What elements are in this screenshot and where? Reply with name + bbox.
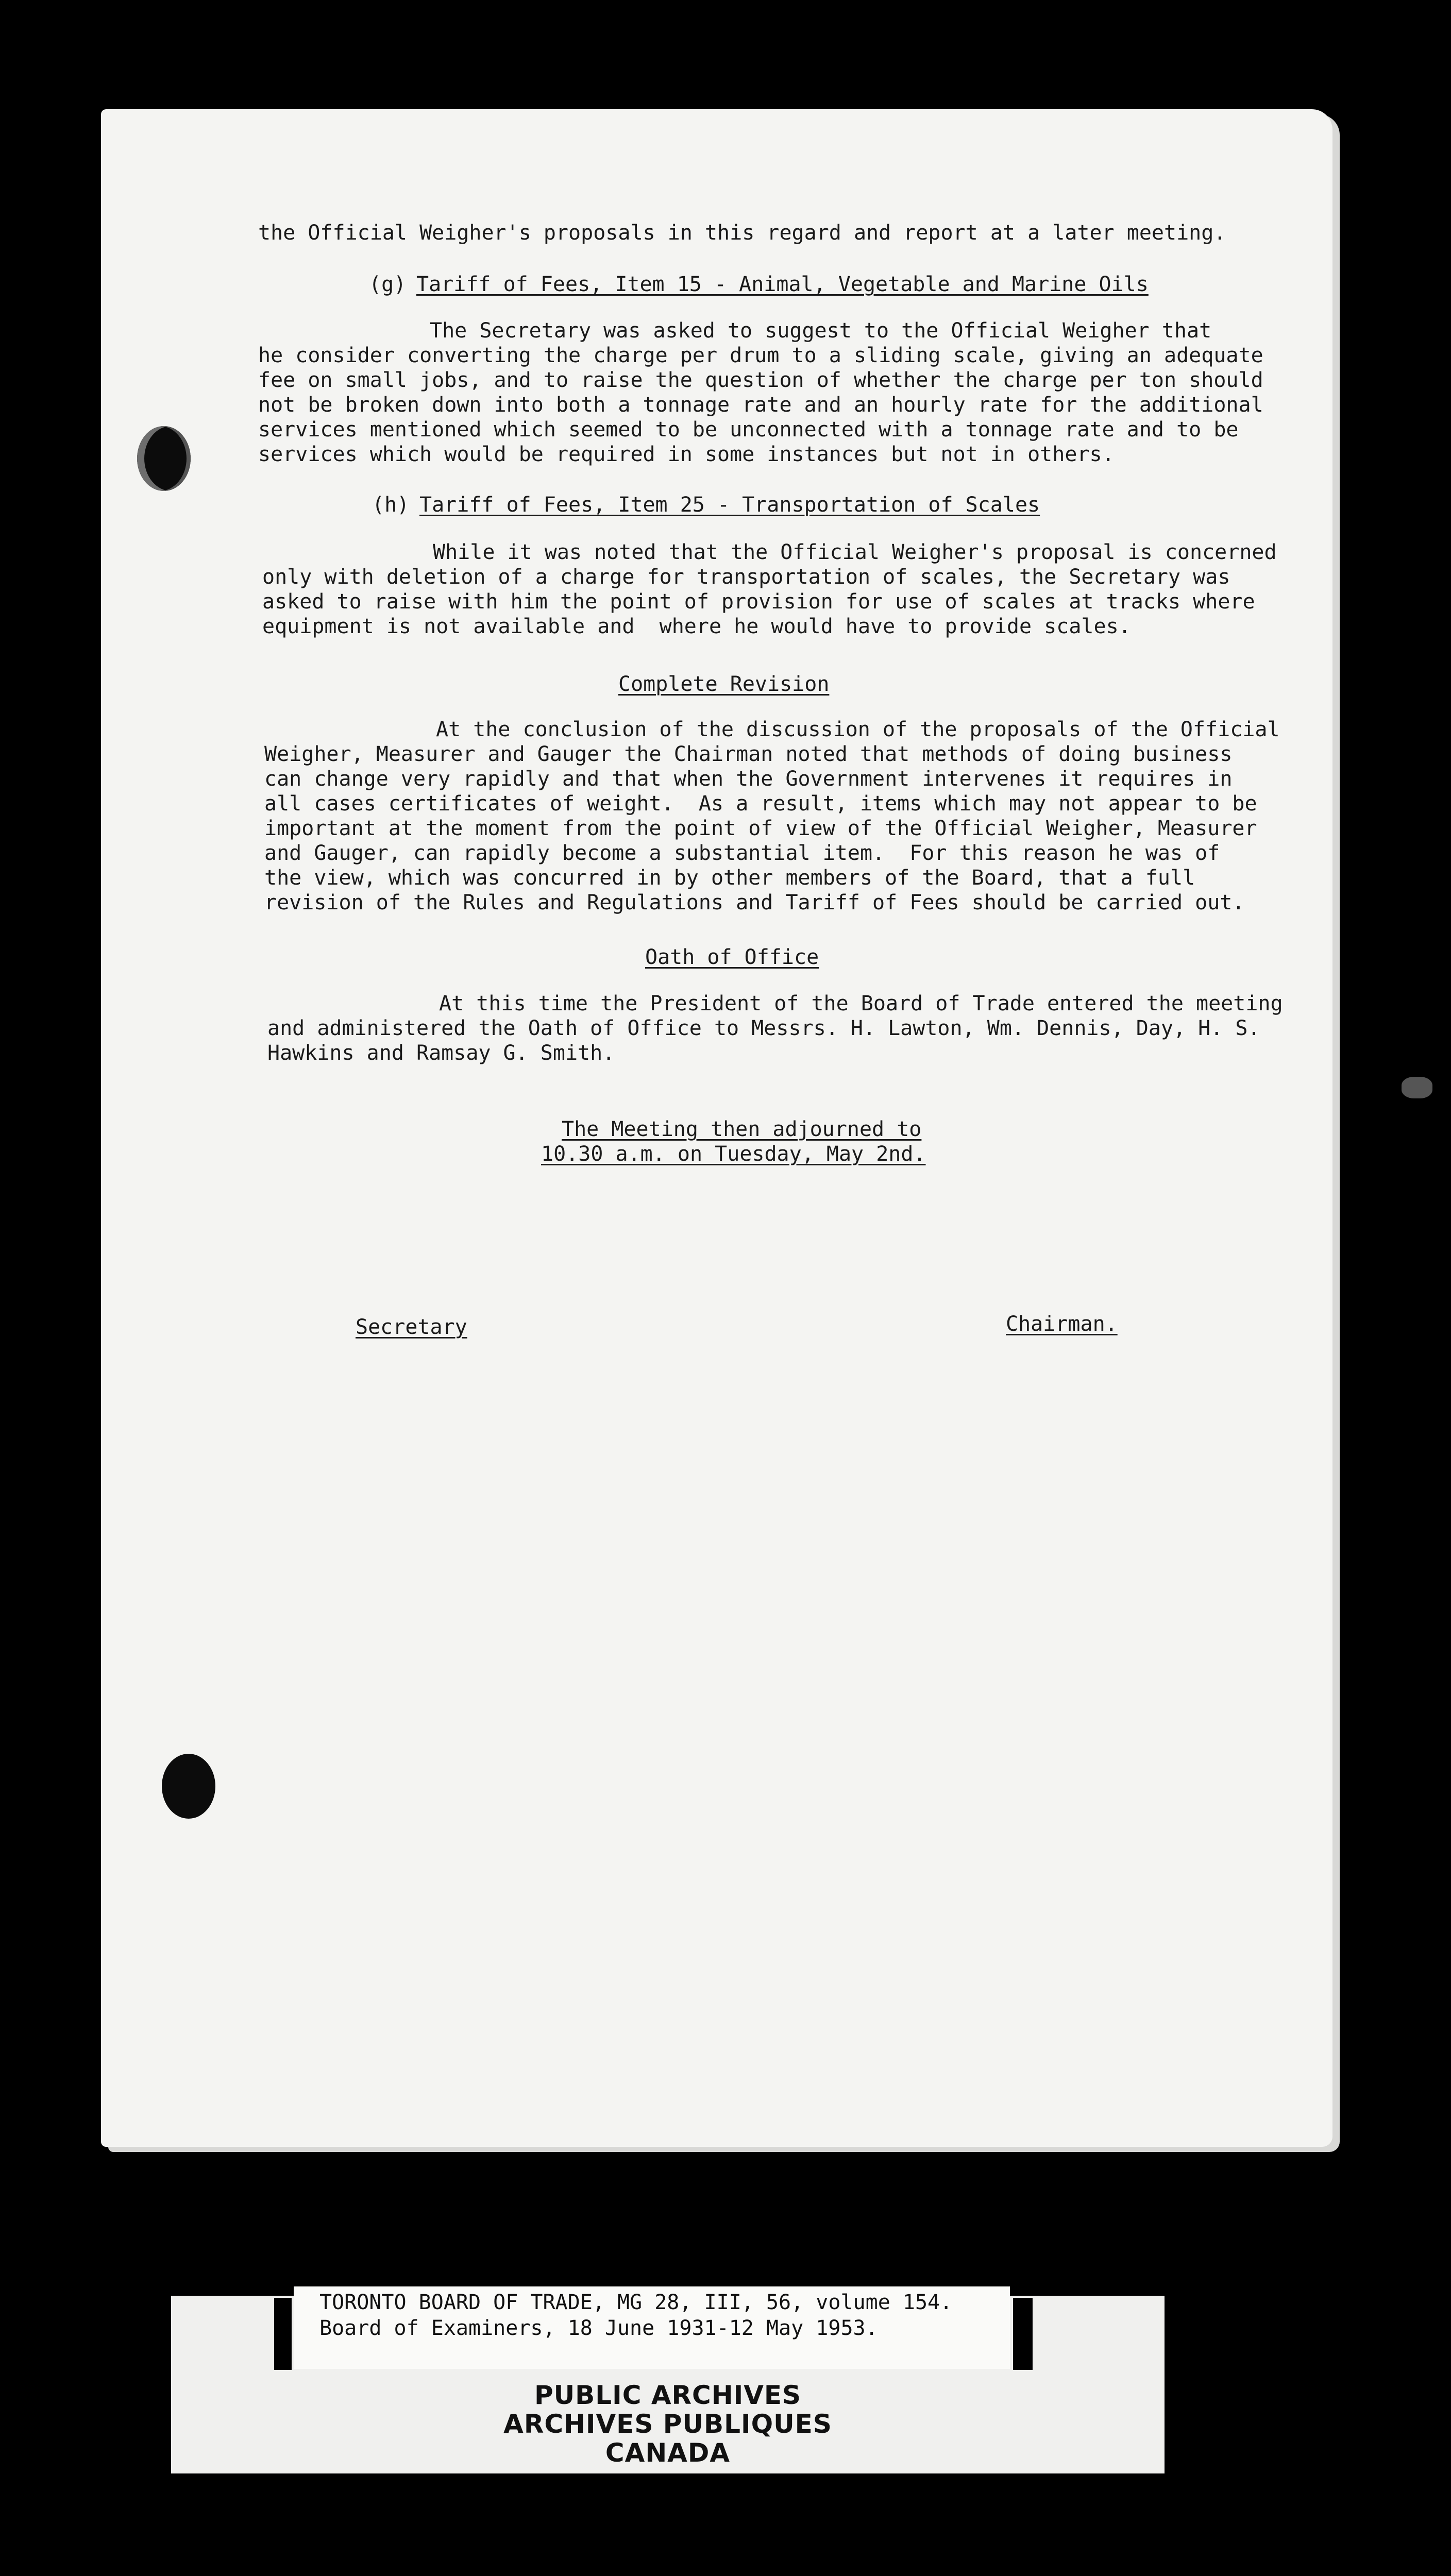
section-g-marker: (g): [369, 273, 407, 296]
adjournment-line-2: 10.30 a.m. on Tuesday, May 2nd.: [541, 1142, 926, 1166]
document-page: [101, 109, 1332, 2147]
section-g-line: services mentioned which seemed to be unconnected with a tonnage rate and to be: [258, 418, 1239, 442]
section-g-line: not be broken down into both a tonnage rate and an hourly rate for the additional: [258, 393, 1263, 417]
archives-stamp-line-3: CANADA: [605, 2438, 731, 2468]
section-h-marker: (h): [372, 493, 410, 517]
archives-stamp-line-1: PUBLIC ARCHIVES: [534, 2380, 802, 2410]
label-slot-right: [1013, 2298, 1033, 2370]
archive-reference-line-1: TORONTO BOARD OF TRADE, MG 28, III, 56, volume 154.: [319, 2291, 953, 2314]
archives-stamp-line-2: ARCHIVES PUBLIQUES: [503, 2409, 832, 2439]
complete-revision-line: important at the moment from the point of view of the Official Weigher, Measurer: [264, 817, 1257, 840]
section-h-line: While it was noted that the Official Weigher's proposal is concerned: [433, 540, 1277, 564]
oath-of-office-line: At this time the President of the Board of Trade entered the meeting: [439, 992, 1283, 1015]
complete-revision-line: the view, which was concurred in by other members of the Board, that a full: [264, 866, 1195, 890]
complete-revision-line: all cases certificates of weight. As a result, items which may not appear to be: [264, 792, 1257, 816]
oath-of-office-line: and administered the Oath of Office to Messrs. H. Lawton, Wm. Dennis, Day, H. S.: [267, 1016, 1260, 1040]
section-h-line: only with deletion of a charge for transportation of scales, the Secretary was: [262, 565, 1230, 589]
complete-revision-line: At the conclusion of the discussion of the proposals of the Official: [436, 718, 1280, 741]
oath-of-office-heading: Oath of Office: [645, 945, 819, 969]
oath-of-office-line: Hawkins and Ramsay G. Smith.: [267, 1041, 615, 1065]
continuation-line: the Official Weigher's proposals in this regard and report at a later meeting.: [258, 221, 1226, 245]
section-h-line: asked to raise with him the point of provision for use of scales at tracks where: [262, 590, 1255, 614]
section-g-line: services which would be required in some instances but not in others.: [258, 443, 1115, 466]
section-g-line: The Secretary was asked to suggest to the Official Weigher that: [430, 319, 1212, 343]
label-slot-left: [274, 2298, 292, 2370]
section-g-heading: Tariff of Fees, Item 15 - Animal, Vegetable and Marine Oils: [416, 273, 1149, 296]
adjournment-line-1: The Meeting then adjourned to: [562, 1117, 922, 1141]
chairman-signature-label: Chairman.: [1006, 1312, 1118, 1336]
section-h-heading: Tariff of Fees, Item 25 - Transportation of Scales: [419, 493, 1040, 517]
complete-revision-line: revision of the Rules and Regulations and Tariff of Fees should be carried out.: [264, 891, 1245, 914]
complete-revision-line: Weigher, Measurer and Gauger the Chairman noted that methods of doing business: [264, 742, 1233, 766]
complete-revision-line: and Gauger, can rapidly become a substantial item. For this reason he was of: [264, 841, 1220, 865]
archive-reference-line-2: Board of Examiners, 18 June 1931-12 May 1953.: [319, 2316, 878, 2340]
secretary-signature-label: Secretary: [356, 1315, 467, 1339]
film-speck: [1402, 1077, 1432, 1098]
complete-revision-heading: Complete Revision: [618, 672, 830, 696]
complete-revision-line: can change very rapidly and that when the Government intervenes it requires in: [264, 767, 1233, 791]
section-g-line: he consider converting the charge per drum to a sliding scale, giving an adequate: [258, 344, 1263, 367]
section-h-line: equipment is not available and where he would have to provide scales.: [262, 615, 1131, 638]
section-g-line: fee on small jobs, and to raise the question of whether the charge per ton should: [258, 368, 1263, 392]
page-text: [101, 109, 1332, 2147]
